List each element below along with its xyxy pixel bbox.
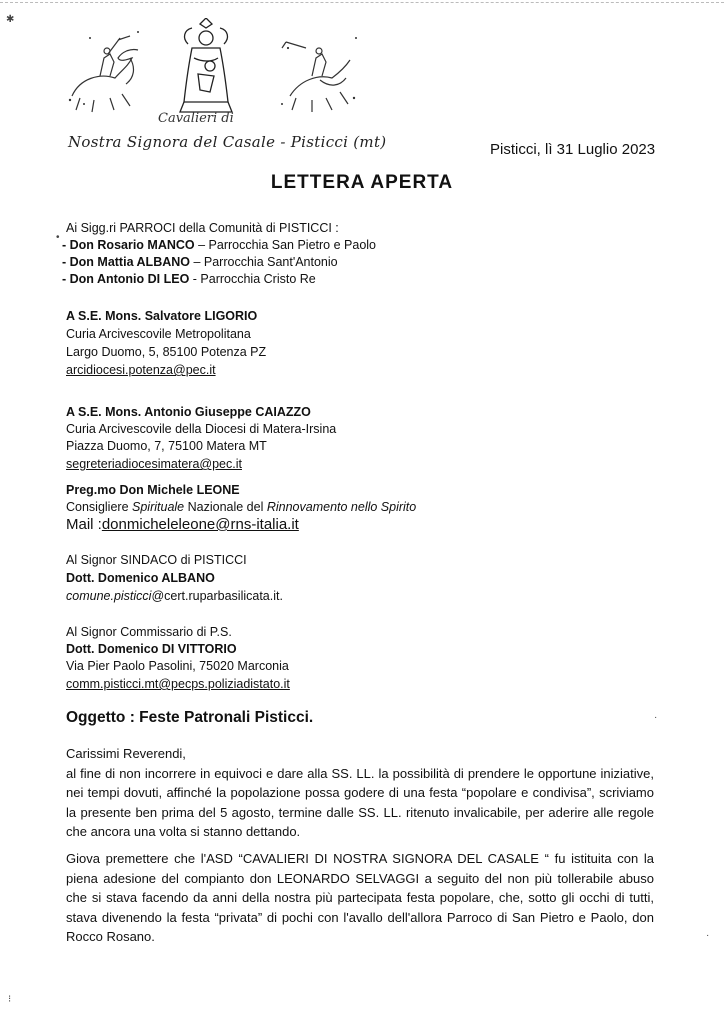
email-rest: @cert.ruparbasilicata.it. bbox=[151, 589, 283, 603]
recipient-ligorio-line1: Curia Arcivescovile Metropolitana bbox=[66, 327, 251, 341]
role-mid: Nazionale del bbox=[184, 500, 267, 514]
paragraph-2: Giova premettere che l'ASD “CAVALIERI DI NOSTRA SIGNORA DEL CASALE “ fu istituita con la piena adesione del compianto don LEONARDO SELVAGGI a seguito del non più tollerabile abuso che si stava facendo da anni della nostra più partecipata festa popolare, che, sotto gli occhi di tutti, stava divenendo la festa “privata” di pochi con l'avallo dell'allora Parroco di San Pietro e Paolo, don Rocco Rosano. bbox=[66, 851, 654, 944]
letter-date: Pisticci, lì 31 Luglio 2023 bbox=[490, 141, 656, 158]
recipient-commissario-email[interactable]: comm.pisticci.mt@pecps.poliziadistato.it bbox=[66, 677, 290, 691]
scan-speck: · bbox=[706, 930, 710, 941]
parroci-intro: Ai Sigg.ri PARROCI della Comunità di PISTICCI : bbox=[66, 221, 339, 235]
scan-speck: ✱ bbox=[6, 14, 15, 25]
madonna-icon bbox=[180, 18, 232, 112]
parroco-name: - Don Rosario MANCO bbox=[62, 238, 195, 252]
recipient-sindaco-email bbox=[66, 588, 283, 605]
recipient-commissario-intro: Al Signor Commissario di P.S. bbox=[66, 625, 232, 639]
letter-body-2 bbox=[66, 849, 654, 947]
recipient-sindaco-intro: Al Signor SINDACO di PISTICCI bbox=[66, 553, 247, 567]
email-italic-part: comune.pisticci bbox=[66, 589, 152, 603]
parroco-parish: – Parrocchia Sant'Antonio bbox=[190, 255, 338, 269]
scan-speck: ⁝ bbox=[8, 994, 12, 1005]
parroco-name: - Don Antonio DI LEO bbox=[62, 272, 190, 286]
recipient-leone-name: Preg.mo Don Michele LEONE bbox=[66, 483, 240, 497]
mail-label: Mail : bbox=[66, 516, 102, 533]
recipient-leone-role bbox=[66, 499, 416, 516]
left-knight-icon bbox=[72, 36, 138, 112]
scan-speck: · bbox=[654, 712, 658, 723]
recipient-commissario-address: Via Pier Paolo Pasolini, 75020 Marconia bbox=[66, 659, 289, 673]
letter-title: LETTERA APERTA bbox=[270, 172, 454, 193]
recipient-caiazzo-line1: Curia Arcivescovile della Diocesi di Matera-Irsina bbox=[66, 422, 337, 436]
logo-caption: Cavalieri di bbox=[158, 111, 234, 126]
role-italic: Rinnovamento nello Spirito bbox=[266, 500, 417, 514]
parroco-parish: - Parrocchia Cristo Re bbox=[189, 272, 316, 286]
recipient-commissario-name: Dott. Domenico DI VITTORIO bbox=[66, 642, 237, 656]
paragraph-1: al fine di non incorrere in equivoci e dare alla SS. LL. la possibilità di prendere le opportune iniziative, nei tempi dovuti, affinché la popolazione possa godere di una festa “popolare e condivisa”, scriviamo la presente ben prima del 5 agosto, termine dalle SS. LL. ritenuto invalicabile, per aderire alle regole che ancora una volta si stanno dettando. bbox=[66, 765, 654, 839]
association-name: Nostra Signora del Casale - Pisticci (mt) bbox=[68, 133, 387, 151]
role-italic: Spirituale bbox=[132, 500, 185, 514]
recipient-caiazzo-email[interactable]: segreteriadiocesimatera@pec.it bbox=[66, 457, 242, 471]
greeting: Carissimi Reverendi, bbox=[66, 746, 186, 761]
role-prefix: Consigliere bbox=[66, 500, 133, 514]
recipient-leone-mail bbox=[66, 516, 299, 533]
recipient-sindaco-name: Dott. Domenico ALBANO bbox=[66, 571, 215, 585]
parroco-row bbox=[62, 254, 338, 271]
recipient-caiazzo-line2: Piazza Duomo, 7, 75100 Matera MT bbox=[66, 439, 267, 453]
recipient-ligorio-email[interactable]: arcidiocesi.potenza@pec.it bbox=[66, 363, 216, 377]
parroco-row bbox=[62, 237, 376, 254]
parroco-name: - Don Mattia ALBANO bbox=[62, 255, 190, 269]
letter-subject: Oggetto : Feste Patronali Pisticci. bbox=[66, 709, 314, 726]
right-knight-icon bbox=[282, 42, 350, 112]
recipient-ligorio-name: A S.E. Mons. Salvatore LIGORIO bbox=[66, 309, 258, 323]
page-top-rule bbox=[0, 2, 724, 3]
association-emblem bbox=[60, 18, 360, 118]
scan-speck: • bbox=[56, 232, 60, 243]
recipient-caiazzo-name: A S.E. Mons. Antonio Giuseppe CAIAZZO bbox=[66, 405, 311, 419]
recipient-ligorio-line2: Largo Duomo, 5, 85100 Potenza PZ bbox=[66, 345, 267, 359]
recipient-leone-email[interactable]: donmicheleleone@rns-italia.it bbox=[101, 516, 299, 533]
parroco-parish: – Parrocchia San Pietro e Paolo bbox=[194, 238, 376, 252]
letter-body-1 bbox=[66, 744, 654, 842]
parroco-row bbox=[62, 271, 316, 288]
